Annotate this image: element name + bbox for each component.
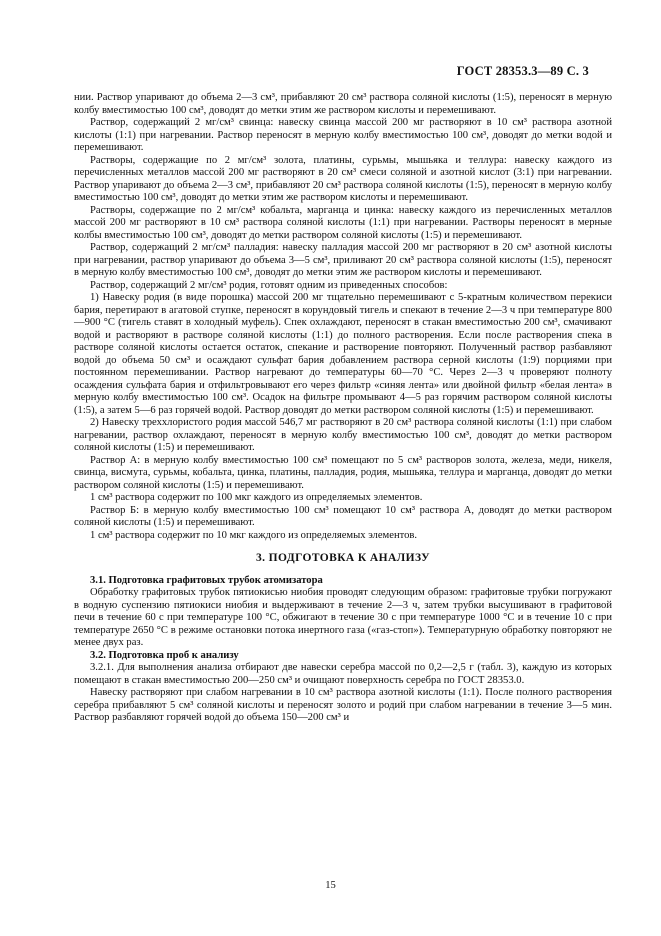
subsection-title: 3.1. Подготовка графитовых трубок атомизатора xyxy=(90,574,323,586)
page-number: 15 xyxy=(325,880,336,891)
paragraph: Раствор, содержащий 2 мг/см³ родия, готовят одним из приведенных способов: xyxy=(90,279,448,291)
paragraph: 1 см³ раствора содержит по 10 мкг каждого из определяемых элементов. xyxy=(90,529,418,541)
document-body xyxy=(74,92,612,725)
paragraph: Раствор, содержащий 2 мг/см³ палладия: навеску палладия массой 200 мг растворяют в 20 см³ азотной кислоты при нагревании, раствор упаривают до объема 3—5 см³, приливают 20 см³ раствора соляной кислоты (1:5), переносят в мерную колбу вместимостью 100 см³, доводят до метки этим же раствором кислоты и перемешивают. xyxy=(74,242,612,278)
list-item: 1) Навеску родия (в виде порошка) массой 200 мг тщательно перемешивают с 5-кратным количеством перекиси бария, перетирают в агатовой ступке, переносят в корундовый тигель и спекают в течение 2—3 ч при температуре 800—900 °С (тигель ставят в холодный муфель). Спек охлаждают, переносят в стакан вместимостью 200 см³, смачивают водой и растворяют в растворе соляной кислоты (1:1) до полного растворения. Если после растворения спека в растворе соляной кислоты остается остаток, спекание и растворение повторяют. Полученный раствор разбавляют водой до объема 50 см³ и осаждают сульфат бария добавлением раствора серной кислоты (1:9) порциями при постоянном перемешивании. Раствор нагревают до температуры 60—70 °С. Через 2—3 ч проверяют полноту осаждения сульфата бария и отфильтровывают его через фильтр «синяя лента» или двойной фильтр «белая лента» в мерную колбу вместимостью 100 см³. Осадок на фильтре промывают 4—5 раз горячим раствором соляной кислоты (1:5), а затем 5—6 раз горячей водой. Раствор доводят до метки раствором соляной кислоты (1:5) и перемешивают. xyxy=(74,292,612,416)
paragraph: Навеску растворяют при слабом нагревании в 10 см³ раствора азотной кислоты (1:1). После полного растворения серебра прибавляют 5 см³ соляной кислоты и переносят золото и родий при слабом нагревании в течение 3—5 мин. Раствор разбавляют горячей водой до объема 150—200 см³ и xyxy=(74,687,612,723)
paragraph: 1 см³ раствора содержит по 100 мкг каждого из определяемых элементов. xyxy=(90,492,423,503)
paragraph: Обработку графитовых трубок пятиокисью ниобия проводят следующим образом: графитовые трубки погружают в водную суспензию пятиокиси ниобия и выдерживают в течение 2—3 ч, затем трубки высушивают в графитовой печи в течение 60 с при температуре 100 °С, обжигают в течение 30 с при температуре 1000 °С и в течение 10 с при температуре 2650 °С в режиме остановки потока инертного газа («газ-стоп»). Температурную обработку повторяют не менее двух раз. xyxy=(74,587,612,648)
section-title: 3. ПОДГОТОВКА К АНАЛИЗУ xyxy=(255,552,431,564)
paragraph: Растворы, содержащие по 2 мг/см³ кобальта, марганца и цинка: навеску каждого из перечисленных металлов массой 200 мг растворяют в 10 см³ раствора соляной кислоты (1:1) при нагревании. Растворы переносят в мерные колбы вместимостью 100 см³, доводят до метки раствором соляной кислоты (1:5) и перемешивают. xyxy=(74,204,612,241)
page-header: ГОСТ 28353.3—89 С. 3 xyxy=(456,64,589,78)
list-item: 2) Навеску треххлористого родия массой 546,7 мг растворяют в 20 см³ раствора соляной кислоты (1:1) при слабом нагревании, раствор охлаждают, переносят в мерную колбу вместимостью 100 см³, доводят до метки раствором соляной кислоты (1:5) и перемешивают. xyxy=(74,417,612,453)
paragraph: Раствор А: в мерную колбу вместимостью 100 см³ помещают по 5 см³ растворов золота, железа, меди, никеля, свинца, висмута, сурьмы, кобальта, цинка, платины, палладия, родия, мышьяка, теллура и марганца, доводят до метки раствором соляной кислоты (1:5) и перемешивают. xyxy=(74,454,612,491)
paragraph: Раствор, содержащий 2 мг/см³ свинца: навеску свинца массой 200 мг растворяют в 10 см³ раствора азотной кислоты (1:1) при нагревании. Раствор переносят в мерную колбу вместимостью 100 см³, доводят до метки водой и перемешивают. xyxy=(74,117,612,153)
paragraph: 3.2.1. Для выполнения анализа отбирают две навески серебра массой по 0,2—2,5 г (табл. 3), каждую из которых помещают в стакан вместимостью 200—250 см³ и очищают поверхность серебра по ГОСТ 28353.0. xyxy=(74,662,612,686)
paragraph: Раствор Б: в мерную колбу вместимостью 100 см³ помещают 10 см³ раствора А, доводят до метки раствором соляной кислоты (1:5) и перемешивают. xyxy=(74,504,612,528)
subsection-title: 3.2. Подготовка проб к анализу xyxy=(90,649,239,661)
paragraph: нии. Раствор упаривают до объема 2—3 см³, прибавляют 20 см³ раствора соляной кислоты (1:5), переносят в мерную колбу вместимостью 100 см³, доводят до метки этим же раствором кислоты и перемешивают. xyxy=(74,92,612,116)
paragraph: Растворы, содержащие по 2 мг/см³ золота, платины, сурьмы, мышьяка и теллура: навеску каждого из перечисленных металлов массой 200 мг растворяют в 20 см³ смеси соляной и азотной кислот (3:1) при нагревании. Раствор упаривают до объема 2—3 см³, прибавляют 20 см³ раствора соляной кислоты (1:5), переносят в мерную колбу вместимостью 100 см³, доводят до метки этим же раствором кислоты и перемешивают. xyxy=(74,154,612,203)
